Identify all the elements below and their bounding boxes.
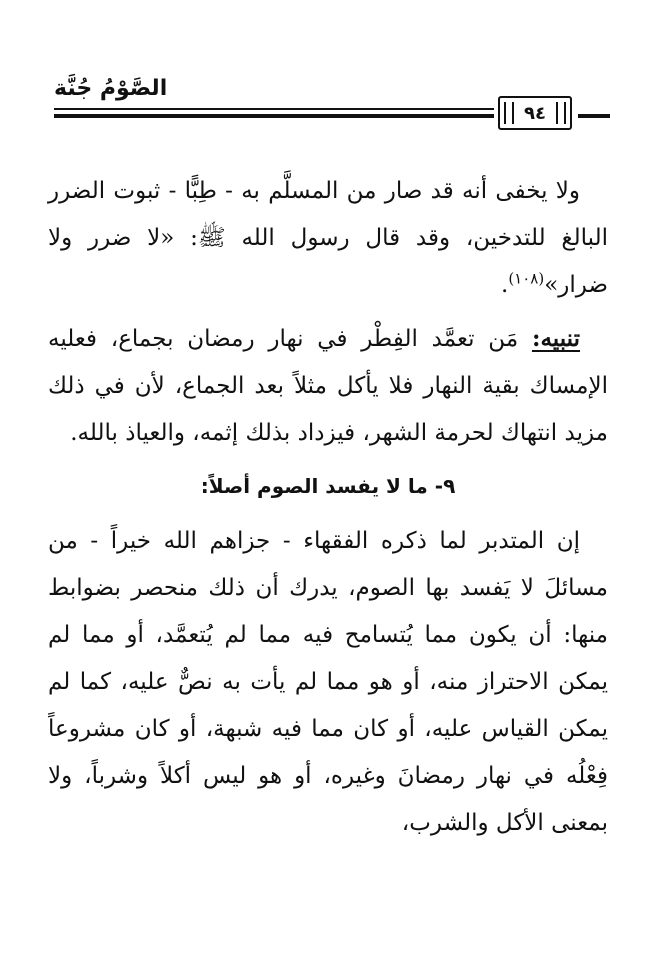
footnote-marker: (١٠٨) [508, 269, 545, 288]
header-rule-thick [54, 114, 494, 118]
paragraph-rules [48, 518, 608, 847]
page-number-frame [498, 96, 572, 130]
page-content [48, 168, 608, 847]
page-header [40, 70, 610, 130]
paragraph-notice [48, 315, 608, 457]
paragraph-smoking [48, 168, 608, 309]
header-rule-thin [54, 108, 494, 110]
header-rule-right [578, 114, 610, 118]
notice-label: تنبيه: [531, 325, 580, 352]
paragraph-text: ولا يخفى أنه قد صار من المسلَّم به - طِبًّا - ثبوت الضرر البالغ للتدخين، وقد قال رسول الله ﷺ: «لا ضرر ولا ضرار» [48, 178, 608, 298]
running-title: الصَّوْمُ جُنَّة [54, 76, 168, 101]
paragraph-text: مَن تعمَّد الفِطْر في نهار رمضان بجماع، فعليه الإمساك بقية النهار فلا يأكل مثلاً بعد الجماع، لأن في ذلك مزيد انتهاك لحرمة الشهر، فيزداد بذلك إثمه، والعياذ بالله. [48, 326, 608, 446]
paragraph-end: . [501, 272, 509, 298]
paragraph-text: إن المتدبر لما ذكره الفقهاء - جزاهم الله خيراً - من مسائلَ لا يَفسد بها الصوم، يدرك أن ذلك منحصر بضوابط منها: أن يكون مما يُتسامح فيه مما لم يُتعمَّد، أو مما لم يمكن الاحتراز منه، أو هو مما لم يأت به نصٌّ عليه، كما لم يمكن القياس عليه، أو كان مما فيه شبهة، أو كان مشروعاً فِعْلُه في نهار رمضانَ وغيره، أو هو ليس أكلاً وشرباً، ولا بمعنى الأكل والشرب، [48, 528, 608, 836]
page-number: ٩٤ [524, 102, 546, 124]
section-heading: ٩- ما لا يفسد الصوم أصلاً: [200, 474, 456, 498]
